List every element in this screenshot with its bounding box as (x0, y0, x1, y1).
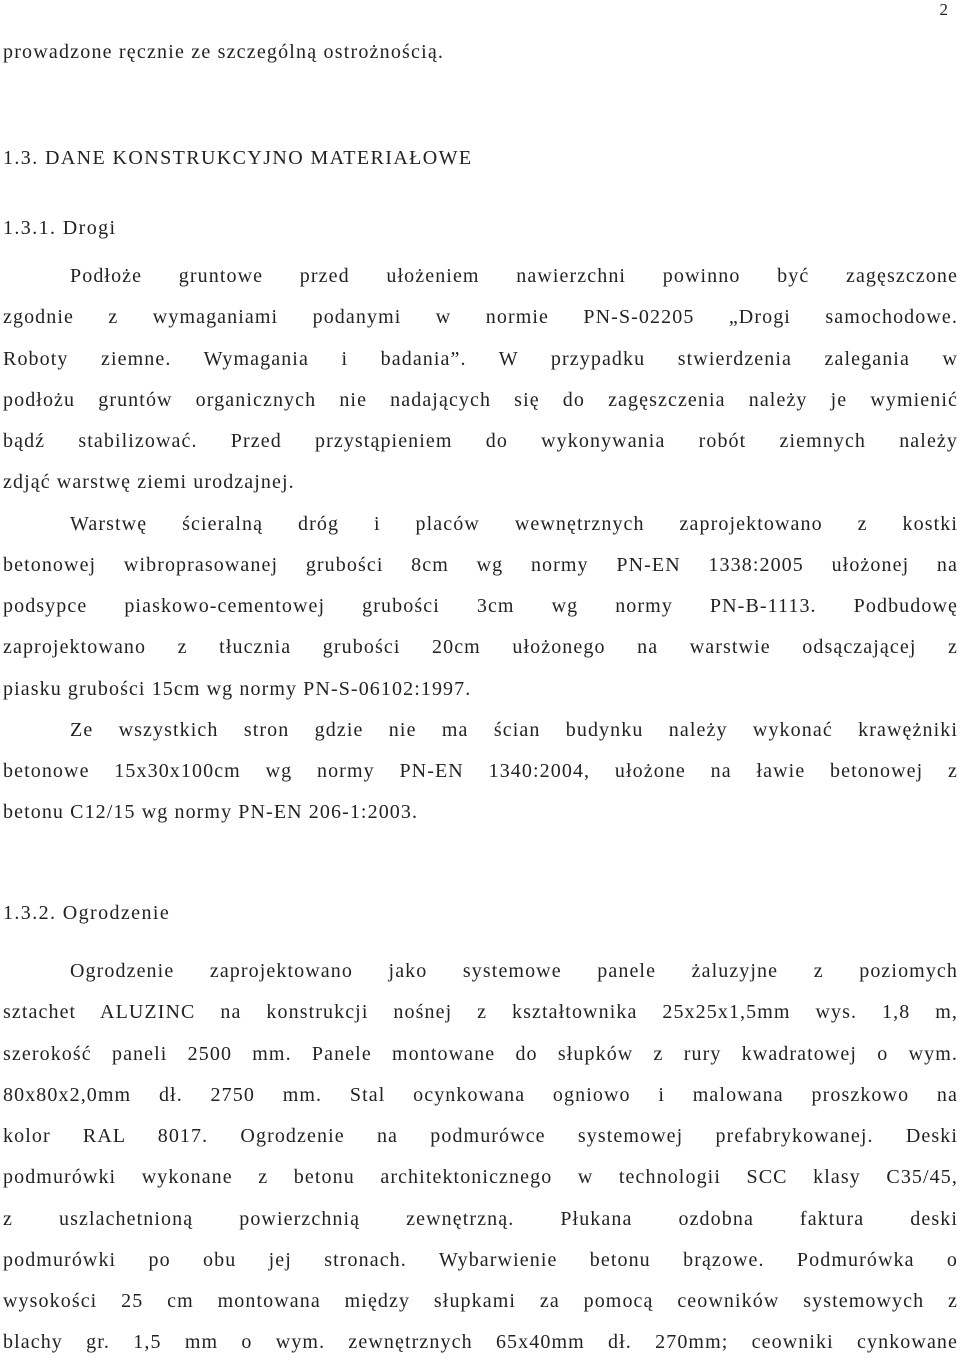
paragraph-line: piasku grubości 15cm wg normy PN-S-06102:1997. (3, 677, 472, 700)
paragraph-line: podmurówki po obu jej stronach. Wybarwienie betonu brązowe. Podmurówka o (3, 1248, 958, 1271)
paragraph-line: Warstwę ścieralną dróg i placów wewnętrznych zaprojektowano z kostki (70, 512, 958, 535)
paragraph-line: betonowe 15x30x100cm wg normy PN-EN 1340:2004, ułożone na ławie betonowej z (3, 760, 958, 782)
paragraph-line: Ze wszystkich stron gdzie nie ma ścian budynku należy wykonać krawężniki (70, 718, 958, 741)
section-drogi (3, 256, 958, 834)
paragraph-line: z uszlachetnioną powierzchnią zewnętrzną. Płukana ozdobna faktura deski (3, 1207, 958, 1230)
paragraph-line: podmurówki wykonane z betonu architektonicznego w technologii SCC klasy C35/45, (3, 1166, 958, 1189)
heading-1-3-2: 1.3.2. Ogrodzenie (3, 902, 171, 924)
section-ogrodzenie (3, 951, 958, 1364)
paragraph-line: wysokości 25 cm montowana między słupkami za pomocą ceowników systemowych z (3, 1290, 958, 1312)
paragraph-line: zgodnie z wymaganiami podanymi w normie PN-S-02205 „Drogi samochodowe. (3, 306, 958, 329)
page-number: 2 (939, 0, 948, 19)
paragraph-line: podłożu gruntów organicznych nie nadających się do zagęszczenia należy je wymienić (3, 388, 958, 411)
paragraph-line: kolor RAL 8017. Ogrodzenie na podmurówce systemowej prefabrykowanej. Deski (3, 1125, 958, 1147)
heading-1-3-1: 1.3.1. Drogi (3, 217, 117, 239)
paragraph-line: zdjąć warstwę ziemi urodzajnej. (3, 471, 295, 494)
heading-1-3: 1.3. DANE KONSTRUKCYJNO MATERIAŁOWE (3, 147, 473, 169)
paragraph-line: Roboty ziemne. Wymagania i badania”. W przypadku stwierdzenia zalegania w (3, 347, 958, 370)
paragraph-line: Ogrodzenie zaprojektowano jako systemowe panele żaluzyjne z poziomych (70, 960, 958, 982)
paragraph-line: 80x80x2,0mm dł. 2750 mm. Stal ocynkowana ogniowo i malowana proszkowo na (3, 1083, 958, 1106)
paragraph-line: zaprojektowano z tłucznia grubości 20cm ułożonego na warstwie odsączającej z (3, 636, 958, 659)
paragraph-line: podsypce piaskowo-cementowej grubości 3cm wg normy PN-B-1113. Podbudowę (3, 595, 958, 617)
paragraph-line: betonu C12/15 wg normy PN-EN 206-1:2003. (3, 801, 419, 824)
paragraph-line: sztachet ALUZINC na konstrukcji nośnej z kształtownika 25x25x1,5mm wys. 1,8 m, (3, 1001, 958, 1024)
paragraph-line: blachy gr. 1,5 mm o wym. zewnętrznych 65x40mm dł. 270mm; ceowniki cynkowane (3, 1331, 958, 1354)
lead-sentence: prowadzone ręcznie ze szczególną ostrożnością. (3, 41, 445, 63)
paragraph-line: szerokość paneli 2500 mm. Panele montowane do słupków z rury kwadratowej o wym. (3, 1042, 958, 1065)
paragraph-line: bądź stabilizować. Przed przystąpieniem do wykonywania robót ziemnych należy (3, 430, 958, 452)
paragraph-line: Podłoże gruntowe przed ułożeniem nawierzchni powinno być zagęszczone (70, 265, 958, 287)
paragraph-line: betonowej wibroprasowanej grubości 8cm wg normy PN-EN 1338:2005 ułożonej na (3, 553, 958, 576)
